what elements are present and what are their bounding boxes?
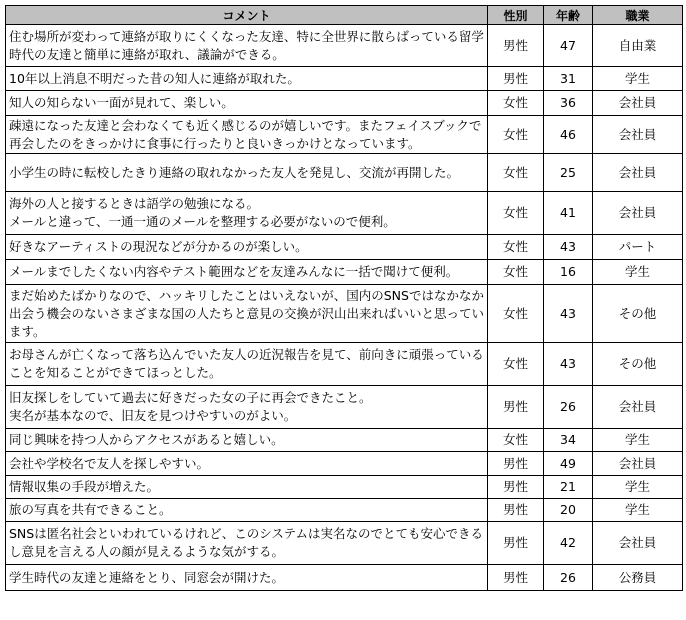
table-row (6, 343, 683, 386)
gender-cell: 女性 (488, 192, 544, 235)
occupation-cell: 会社員 (593, 91, 683, 116)
gender-cell: 男性 (488, 67, 544, 91)
gender-cell: 男性 (488, 452, 544, 476)
gender-cell: 男性 (488, 386, 544, 429)
gender-cell: 男性 (488, 565, 544, 591)
comment-cell: 旧友探しをしていて過去に好きだった女の子に再会できたこと。 実名が基本なので、旧友を見つけやすいのがよい。 (6, 386, 488, 429)
gender-cell: 女性 (488, 91, 544, 116)
age-cell: 26 (544, 565, 593, 591)
gender-cell: 男性 (488, 522, 544, 565)
comment-cell: 住む場所が変わって連絡が取りにくくなった友達、特に全世界に散らばっている留学時代の友達と簡単に連絡が取れ、議論ができる。 (6, 25, 488, 67)
header-occupation: 職業 (593, 6, 683, 25)
occupation-cell: 学生 (593, 499, 683, 522)
occupation-cell: 会社員 (593, 116, 683, 154)
table-row (6, 429, 683, 452)
comment-cell: 旅の写真を共有できること。 (6, 499, 488, 522)
age-cell: 34 (544, 429, 593, 452)
gender-cell: 男性 (488, 25, 544, 67)
occupation-cell: 会社員 (593, 192, 683, 235)
age-cell: 20 (544, 499, 593, 522)
table-row (6, 285, 683, 343)
occupation-cell: 学生 (593, 429, 683, 452)
table-row (6, 499, 683, 522)
comment-cell: SNSは匿名社会といわれているけれど、このシステムは実名なのでとても安心できるし意見を言える人の顔が見えるような気がする。 (6, 522, 488, 565)
table-row (6, 235, 683, 260)
comment-cell: 情報収集の手段が増えた。 (6, 476, 488, 499)
age-cell: 47 (544, 25, 593, 67)
occupation-cell: 会社員 (593, 154, 683, 192)
comment-cell: 小学生の時に転校したきり連絡の取れなかった友人を発見し、交流が再開した。 (6, 154, 488, 192)
occupation-cell: パート (593, 235, 683, 260)
comment-cell: 海外の人と接するときは語学の勉強になる。 メールと違って、一通一通のメールを整理する必要がないので便利。 (6, 192, 488, 235)
gender-cell: 女性 (488, 429, 544, 452)
comment-cell: まだ始めたばかりなので、ハッキリしたことはいえないが、国内のSNSではなかなか出会う機会のないさまざまな国の人たちと意見の交換が沢山出来ればいいと思っています。 (6, 285, 488, 343)
comment-cell: 学生時代の友達と連絡をとり、同窓会が開けた。 (6, 565, 488, 591)
age-cell: 25 (544, 154, 593, 192)
age-cell: 36 (544, 91, 593, 116)
gender-cell: 女性 (488, 260, 544, 285)
occupation-cell: 会社員 (593, 452, 683, 476)
table-row (6, 154, 683, 192)
table-row (6, 386, 683, 429)
gender-cell: 男性 (488, 499, 544, 522)
occupation-cell: 学生 (593, 260, 683, 285)
age-cell: 43 (544, 235, 593, 260)
comment-cell: 知人の知らない一面が見れて、楽しい。 (6, 91, 488, 116)
comment-cell: メールまでしたくない内容やテスト範囲などを友達みんなに一括で聞けて便利。 (6, 260, 488, 285)
age-cell: 41 (544, 192, 593, 235)
table-row (6, 260, 683, 285)
table-row (6, 67, 683, 91)
gender-cell: 女性 (488, 116, 544, 154)
occupation-cell: 学生 (593, 476, 683, 499)
header-comment: コメント (6, 6, 488, 25)
table-row (6, 522, 683, 565)
gender-cell: 女性 (488, 343, 544, 386)
table-row (6, 476, 683, 499)
survey-comment-table (5, 5, 683, 591)
age-cell: 43 (544, 343, 593, 386)
occupation-cell: 会社員 (593, 522, 683, 565)
gender-cell: 女性 (488, 235, 544, 260)
header-gender: 性別 (488, 6, 544, 25)
table-body (6, 25, 683, 591)
comment-cell: 同じ興味を持つ人からアクセスがあると嬉しい。 (6, 429, 488, 452)
table-row (6, 452, 683, 476)
age-cell: 31 (544, 67, 593, 91)
table-row (6, 91, 683, 116)
comment-cell: 好きなアーティストの現況などが分かるのが楽しい。 (6, 235, 488, 260)
table-row (6, 192, 683, 235)
survey-table-container (5, 5, 682, 591)
table-row (6, 25, 683, 67)
age-cell: 26 (544, 386, 593, 429)
occupation-cell: 自由業 (593, 25, 683, 67)
table-row (6, 565, 683, 591)
comment-cell: 10年以上消息不明だった昔の知人に連絡が取れた。 (6, 67, 488, 91)
gender-cell: 女性 (488, 154, 544, 192)
age-cell: 42 (544, 522, 593, 565)
comment-cell: 会社や学校名で友人を探しやすい。 (6, 452, 488, 476)
table-row (6, 116, 683, 154)
gender-cell: 男性 (488, 476, 544, 499)
gender-cell: 女性 (488, 285, 544, 343)
occupation-cell: その他 (593, 285, 683, 343)
header-age: 年齢 (544, 6, 593, 25)
age-cell: 21 (544, 476, 593, 499)
comment-cell: お母さんが亡くなって落ち込んでいた友人の近況報告を見て、前向きに頑張っていることを知ることができてほっとした。 (6, 343, 488, 386)
age-cell: 46 (544, 116, 593, 154)
age-cell: 49 (544, 452, 593, 476)
occupation-cell: その他 (593, 343, 683, 386)
occupation-cell: 会社員 (593, 386, 683, 429)
table-header-row (6, 6, 683, 25)
occupation-cell: 公務員 (593, 565, 683, 591)
comment-cell: 疎遠になった友達と会わなくても近く感じるのが嬉しいです。またフェイスブックで再会したのをきっかけに食事に行ったりと良いきっかけとなっています。 (6, 116, 488, 154)
age-cell: 43 (544, 285, 593, 343)
occupation-cell: 学生 (593, 67, 683, 91)
age-cell: 16 (544, 260, 593, 285)
